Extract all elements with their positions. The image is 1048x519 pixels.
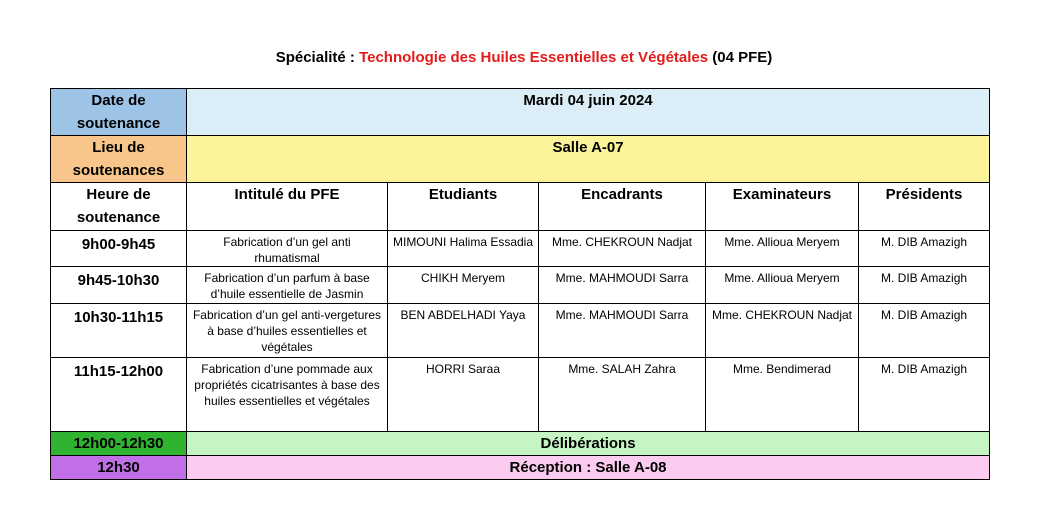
president-name: M. DIB Amazigh: [859, 267, 990, 304]
date-label: Date de soutenance: [51, 89, 187, 136]
slot-time: 11h15-12h00: [51, 358, 187, 432]
supervisor-name: Mme. CHEKROUN Nadjat: [539, 231, 706, 267]
reception-time: 12h30: [51, 456, 187, 480]
reception-row: [51, 456, 990, 480]
supervisor-name: Mme. MAHMOUDI Sarra: [539, 267, 706, 304]
place-row: [51, 136, 990, 183]
date-row: [51, 89, 990, 136]
column-header: Heure de soutenance: [51, 183, 187, 231]
table-row: [51, 267, 990, 304]
date-value: Mardi 04 juin 2024: [187, 89, 990, 136]
page-heading: [0, 48, 1048, 68]
pfe-title: Fabrication d’un gel anti-vergetures à base d’huiles essentielles et végétales: [187, 304, 388, 358]
heading-prefix: Spécialité :: [275, 49, 360, 66]
deliberation-label: Délibérations: [187, 432, 990, 456]
table-row: [51, 231, 990, 267]
reception-label: Réception : Salle A-08: [187, 456, 990, 480]
table-row: [51, 358, 990, 432]
examiner-name: Mme. CHEKROUN Nadjat: [706, 304, 859, 358]
pfe-title: Fabrication d’une pommade aux propriétés cicatrisantes à base des huiles essentielles et végétales: [187, 358, 388, 432]
place-value: Salle A-07: [187, 136, 990, 183]
schedule-table: [50, 88, 990, 480]
student-name: CHIKH Meryem: [388, 267, 539, 304]
deliberation-row: [51, 432, 990, 456]
student-name: MIMOUNI Halima Essadia: [388, 231, 539, 267]
column-header-row: [51, 183, 990, 231]
student-name: BEN ABDELHADI Yaya: [388, 304, 539, 358]
pfe-title: Fabrication d’un gel anti rhumatismal: [187, 231, 388, 267]
slot-time: 10h30-11h15: [51, 304, 187, 358]
column-header: Intitulé du PFE: [187, 183, 388, 231]
supervisor-name: Mme. SALAH Zahra: [539, 358, 706, 432]
table-row: [51, 304, 990, 358]
examiner-name: Mme. Allioua Meryem: [706, 267, 859, 304]
examiner-name: Mme. Bendimerad: [706, 358, 859, 432]
pfe-title: Fabrication d’un parfum à base d’huile essentielle de Jasmin: [187, 267, 388, 304]
column-header: Présidents: [859, 183, 990, 231]
heading-specialty: Technologie des Huiles Essentielles et Végétales: [359, 49, 709, 66]
slot-time: 9h00-9h45: [51, 231, 187, 267]
president-name: M. DIB Amazigh: [859, 231, 990, 267]
examiner-name: Mme. Allioua Meryem: [706, 231, 859, 267]
column-header: Encadrants: [539, 183, 706, 231]
slot-time: 9h45-10h30: [51, 267, 187, 304]
heading-suffix: (04 PFE): [708, 49, 773, 66]
place-label: Lieu de soutenances: [51, 136, 187, 183]
column-header: Etudiants: [388, 183, 539, 231]
student-name: HORRI Saraa: [388, 358, 539, 432]
president-name: M. DIB Amazigh: [859, 358, 990, 432]
column-header: Examinateurs: [706, 183, 859, 231]
deliberation-time: 12h00-12h30: [51, 432, 187, 456]
president-name: M. DIB Amazigh: [859, 304, 990, 358]
supervisor-name: Mme. MAHMOUDI Sarra: [539, 304, 706, 358]
